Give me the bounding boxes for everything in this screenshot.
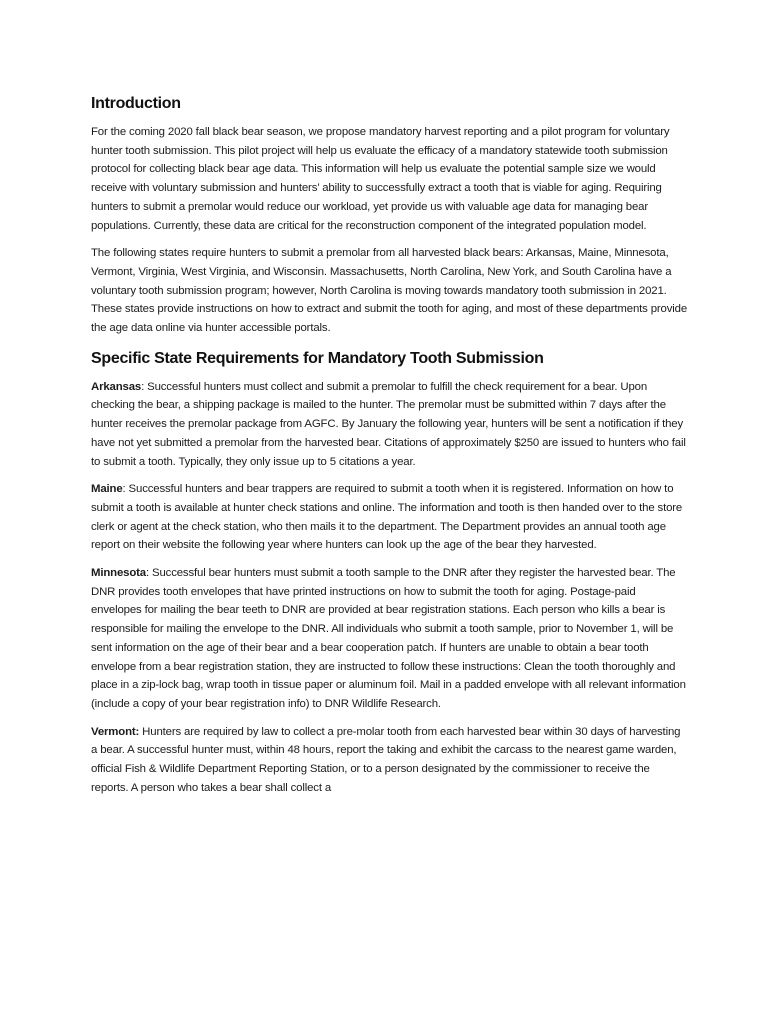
state-text-vermont: Hunters are required by law to collect a pre-molar tooth from each harvested bear within 30 days of harvesting a bear. A successful hunter must, within 48 hours, report the taking and exhibit the carcass to the nearest game warden, official Fish & Wildlife Department Reporting Station, or to a person designated by the commissioner to receive the reports. A person who takes a bear shall collect a	[91, 725, 681, 794]
state-paragraph-maine	[91, 480, 689, 555]
intro-paragraph-1: For the coming 2020 fall black bear season, we propose mandatory harvest reporting and a pilot program for voluntary hunter tooth submission. This pilot project will help us evaluate the efficacy of a mandatory statewide tooth submission protocol for collecting black bear age data. This information will help us evaluate the potential sample size we would receive with voluntary submission and hunters’ ability to successfully extract a tooth that is viable for aging. Requiring hunters to submit a premolar would reduce our workload, yet provide us with valuable age data for managing bear populations. Currently, these data are critical for the reconstruction component of the integrated population model.	[91, 126, 670, 232]
state-name-arkansas: Arkansas	[91, 380, 142, 393]
introduction-heading: Introduction	[91, 95, 181, 112]
state-name-minnesota: Minnesota	[91, 567, 146, 580]
state-text-minnesota: : Successful bear hunters must submit a tooth sample to the DNR after they register the harvested bear. The DNR provides tooth envelopes that have printed instructions on how to submit the tooth for aging. Postage-paid envelopes for mailing the bear teeth to DNR are provided at bear registration stations. Each person who kills a bear is responsible for mailing the envelope to the DNR. All individuals who submit a tooth sample, prior to November 1, will be sent information on the age of their bear and a bear cooperation patch. If hunters are unable to obtain a bear tooth envelope from a bear registration station, they are instructed to follow these instructions: Clean the tooth thoroughly and place in a zip-lock bag, wrap tooth in tissue paper or aluminum foil. Mail in a padded envelope with all relevant information (include a copy of your bear registration info) to DNR Wildlife Research.	[91, 567, 686, 710]
state-name-maine: Maine	[91, 483, 123, 496]
state-paragraph-arkansas	[91, 378, 689, 472]
state-requirements-heading: Specific State Requirements for Mandatory Tooth Submission	[91, 349, 544, 367]
state-text-arkansas: : Successful hunters must collect and submit a premolar to fulfill the check requirement for a bear. Upon checking the bear, a shipping package is mailed to the hunter. The premolar must be submitted within 7 days after the hunter receives the premolar package from AGFC. By January the following year, hunters will be sent a notification if they have not yet submitted a premolar from the harvested bear. Citations of approximately $250 are issued to hunters who fail to submit a tooth. Typically, they only issue up to 5 citations a year.	[91, 380, 686, 468]
state-paragraph-minnesota	[91, 564, 689, 714]
state-name-vermont: Vermont:	[91, 725, 140, 738]
state-text-maine: : Successful hunters and bear trappers are required to submit a tooth when it is registered. Information on how to submit a tooth is available at hunter check stations and online. The information and tooth is then handed over to the store clerk or agent at the check station, who then mails it to the department. The Department provides an annual tooth age report on their website the following year where hunters can look up the age of the bear they harvested.	[91, 483, 683, 552]
intro-paragraph-2: The following states require hunters to submit a premolar from all harvested black bears: Arkansas, Maine, Minnesota, Vermont, Virginia, West Virginia, and Wisconsin. Massachusetts, North Carolina, New York, and South Carolina have a voluntary tooth submission program; however, North Carolina is moving towards mandatory tooth submission in 2021. These states provide instructions on how to extract and submit the tooth for aging, and most of these departments provide the age data online via hunter accessible portals.	[91, 247, 688, 335]
state-paragraph-vermont	[91, 723, 689, 798]
document-page	[91, 92, 689, 807]
